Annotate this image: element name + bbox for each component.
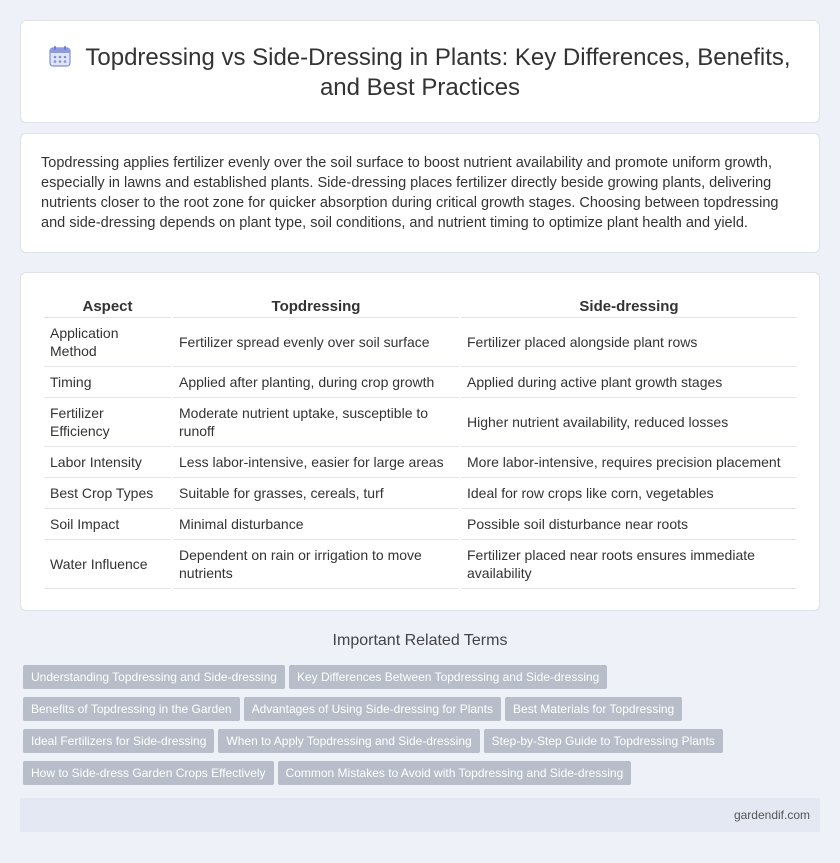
related-term-tag[interactable]: Step-by-Step Guide to Topdressing Plants: [484, 729, 723, 753]
footer: [20, 798, 820, 832]
comparison-card: [20, 272, 820, 611]
related-term-tag[interactable]: Common Mistakes to Avoid with Topdressing and Side-dressing: [278, 761, 632, 785]
cell-aspect: Best Crop Types: [44, 478, 171, 509]
related-term-tag[interactable]: Best Materials for Topdressing: [505, 697, 682, 721]
table-row: [44, 398, 797, 447]
related-term-tag[interactable]: Ideal Fertilizers for Side-dressing: [23, 729, 214, 753]
cell-topdressing: Dependent on rain or irrigation to move nutrients: [173, 540, 459, 589]
cell-side-dressing: Ideal for row crops like corn, vegetables: [461, 478, 797, 509]
cell-aspect: Labor Intensity: [44, 447, 171, 478]
header-side-dressing: Side-dressing: [461, 295, 797, 318]
page-title-wrap: [41, 43, 799, 103]
cell-topdressing: Moderate nutrient uptake, susceptible to runoff: [173, 398, 459, 447]
cell-side-dressing: Higher nutrient availability, reduced losses: [461, 398, 797, 447]
summary-text: Topdressing applies fertilizer evenly over the soil surface to boost nutrient availability and promote uniform growth, especially in lawns and established plants. Side-dressing places fertilizer directly beside growing plants, delivering nutrients closer to the root zone for quicker absorption during critical growth stages. Choosing between topdressing and side-dressing depends on plant type, soil conditions, and nutrient timing to optimize plant health and yield.: [41, 155, 779, 231]
title-card: [20, 20, 820, 123]
comparison-table: [42, 295, 799, 589]
cell-topdressing: Less labor-intensive, easier for large areas: [173, 447, 459, 478]
related-terms-title: Important Related Terms: [332, 632, 508, 649]
related-term-tag[interactable]: Understanding Topdressing and Side-dressing: [23, 665, 285, 689]
calendar-icon: [49, 45, 71, 67]
table-row: [44, 509, 797, 540]
table-row: [44, 540, 797, 589]
table-row: [44, 478, 797, 509]
cell-side-dressing: More labor-intensive, requires precision placement: [461, 447, 797, 478]
footer-site[interactable]: gardendif.com: [733, 808, 810, 822]
table-row: [44, 318, 797, 367]
related-term-tag[interactable]: Advantages of Using Side-dressing for Plants: [244, 697, 501, 721]
table-row: [44, 367, 797, 398]
related-term-tag[interactable]: Key Differences Between Topdressing and Side-dressing: [289, 665, 607, 689]
cell-side-dressing: Fertilizer placed alongside plant rows: [461, 318, 797, 367]
related-terms-list: [23, 665, 823, 793]
cell-topdressing: Fertilizer spread evenly over soil surface: [173, 318, 459, 367]
cell-side-dressing: Applied during active plant growth stages: [461, 367, 797, 398]
cell-topdressing: Minimal disturbance: [173, 509, 459, 540]
cell-aspect: Timing: [44, 367, 171, 398]
cell-aspect: Application Method: [44, 318, 171, 367]
table-header-row: [44, 295, 797, 318]
related-term-tag[interactable]: When to Apply Topdressing and Side-dressing: [218, 729, 479, 753]
related-term-tag[interactable]: Benefits of Topdressing in the Garden: [23, 697, 240, 721]
header-aspect: Aspect: [44, 295, 171, 318]
cell-aspect: Water Influence: [44, 540, 171, 589]
cell-topdressing: Suitable for grasses, cereals, turf: [173, 478, 459, 509]
related-term-tag[interactable]: How to Side-dress Garden Crops Effectively: [23, 761, 274, 785]
cell-aspect: Fertilizer Efficiency: [44, 398, 171, 447]
header-topdressing: Topdressing: [173, 295, 459, 318]
table-row: [44, 447, 797, 478]
cell-aspect: Soil Impact: [44, 509, 171, 540]
cell-topdressing: Applied after planting, during crop growth: [173, 367, 459, 398]
summary-card: [20, 133, 820, 253]
cell-side-dressing: Possible soil disturbance near roots: [461, 509, 797, 540]
page-title: Topdressing vs Side-Dressing in Plants: Key Differences, Benefits, and Best Practices: [85, 44, 791, 101]
cell-side-dressing: Fertilizer placed near roots ensures immediate availability: [461, 540, 797, 589]
